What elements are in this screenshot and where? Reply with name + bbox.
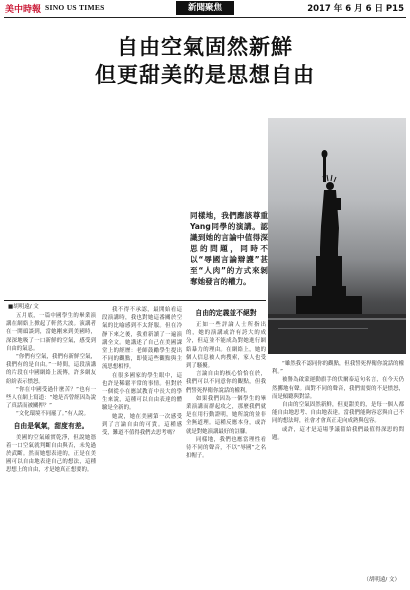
paragraph: 言論自由的核心恰恰在於，我們可以不同意你的觀點，但我們誓死捍衛你說話的權利。: [186, 371, 266, 394]
article-column-4: [272, 360, 404, 574]
paragraph: 我不得不承認，最開始看這段演講時，我也對她這番關於空氣的比喻感到不太舒服。但在冷靜下來之後，我重新讀了一遍演講全文。她講述了自己在美國課堂上的經歷：老師鼓勵學生提出不同的觀點，即使這些觀點與主流思想相悖。: [102, 307, 182, 371]
paragraph: 自由的空氣固然新鮮，但更甜美的，是每一個人都能自由地思考、自由地表達。當我們能夠容忍與自己不同的想法時，社會才會真正走向成熟與包容。: [272, 402, 404, 425]
paragraph: 美國的空氣確實乾淨，但說她憑着一口空氣就判斷自由與否，未免過於武斷。然而她想表達的，正是在美國可以自由地表達自己的想法，這種思想上的自由，才是她真正想要的。: [6, 434, 96, 474]
byline: ■胡明遠/ 文: [8, 304, 39, 310]
masthead: [0, 0, 410, 16]
paragraph: “雖然我不認同你的觀點，但我誓死捍衛你說話的權利。”: [272, 361, 404, 376]
article-column-3: [186, 306, 266, 574]
pull-quote: 同樣地，我們應該尊重Yang同學的演講。認識到她的言論中值得深思的問題，同時不以“辱國言論辯護”甚至“人肉”的方式來剝奪她發言的權力。: [190, 211, 268, 286]
article-column-2: [102, 306, 182, 574]
paragraph: 同樣地，我們也應當理性看待不同的聲音，不以“辱國”之名扣帽子。: [186, 436, 266, 460]
paper-name: 美中時報: [5, 5, 42, 15]
paragraph: “文化環境不同罷了。”有人說。: [16, 411, 89, 418]
paragraph: 如果我們因為一個學生的畢業演講而群起攻之，那麼我們就是在用行動證明，她所說的並非全無道理。這種反應本身，或許就是對她演講最好的註腳。: [186, 395, 266, 435]
body-rule: [4, 300, 266, 301]
article-column-1: [6, 312, 96, 574]
paragraph: 或許，這才是這場爭議留給我們最值得深思的問題。: [272, 426, 404, 441]
headline-line-1: 自由空氣固然新鮮: [117, 35, 293, 59]
paper-name-en: SINO US TIMES: [45, 3, 105, 12]
headline-line-2: 但更甜美的是思想自由: [95, 63, 315, 87]
section-badge: 新聞聚焦: [176, 1, 234, 15]
statue-silhouette-icon: [268, 118, 406, 354]
header-rule: [4, 17, 406, 18]
end-note: （胡明遠/ 文）: [363, 577, 400, 583]
paragraph: 被譽為啟蒙運動旗手的伏爾泰這句名言，在今天仍然擲地有聲。面對不同的聲音，我們需要的不是憤怒，而是傾聽與對話。: [272, 377, 404, 400]
subheading: 自由是氧氣，甜度有差。: [13, 421, 89, 430]
paragraph: 在很多國家的學生眼中，這也許是稀鬆平常的事情。但對於一個從小在應試教育中長大的學生來說，這種可以自由表達的體驗是全新的。: [102, 372, 182, 412]
paragraph: 正如一些評論人士所指出的，她的演講或許有誇大的成分，但這並不能成為對她進行網絡暴力的理由。在網絡上，她的個人信息被人肉搜索，家人也受到了騷擾。: [186, 322, 266, 370]
paragraph: 她說，她在美國第一次感受到了言論自由的可貴。這種感受，難道不值得我們去思考嗎？: [102, 413, 182, 437]
issue-date: 2017 年 6 月 6 日 P15: [307, 4, 404, 14]
subheading: 自由的定義並不絕對: [195, 309, 257, 317]
paragraph: “你在中國受過什麼苦？”也有一些人在網上寫道：“她是否曾經因為說了真話而被關押？”: [6, 386, 96, 410]
paragraph: 五月底，一篇中國學生的畢業演講在網絡上掀起了軒然大波。演講者在一開頭談到，當她剛來到美國時，深深地吸了一口新鮮的空氣，感受到自由的氣息。: [6, 313, 96, 352]
paragraph: “你們有空氣，我們有新鮮空氣，我們有的是自由。”一時間，這段演講的片段在中國網絡上流傳，許多網友紛紛表示憤怒。: [6, 354, 96, 385]
statue-of-liberty-photo: [268, 118, 406, 354]
